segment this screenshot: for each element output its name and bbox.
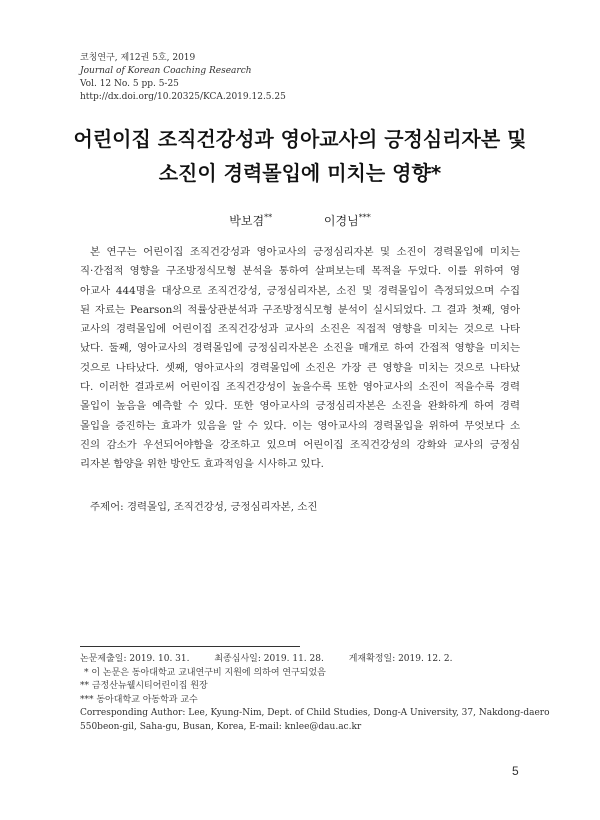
- journal-korean-citation: 코칭연구, 제12권 5호, 2019: [80, 53, 196, 63]
- author-2-name: 이경님: [323, 214, 359, 228]
- page-number: 5: [512, 764, 519, 778]
- abstract-line: 진의 감소가 우선되어야함을 강조하고 있으며 어린이집 조직건강성의 강화와 교사의 긍정심: [80, 438, 520, 451]
- abstract-line: 본 연구는 어린이집 조직건강성과 영아교사의 긍정심리자본 및 소진이 경력몰입에 미치는: [90, 246, 520, 258]
- journal-volume: Vol. 12 No. 5 pp. 5-25: [80, 79, 179, 89]
- author-1: [229, 212, 272, 229]
- submission-dates: [80, 653, 540, 667]
- abstract-line: 교사의 경력몰입에 어린이집 조직건강성과 교사의 소진은 직접적 영향을 미치는 것으로 나타: [80, 323, 520, 336]
- abstract-line: 리자본 함양을 위한 방안도 효과적임을 시사하고 있다.: [80, 458, 324, 471]
- abstract-line: 몰입이 높음을 예측할 수 있다. 또한 영아교사의 긍정심리자본은 소진을 완화하게 하여 경력: [80, 400, 520, 413]
- abstract-line: 아교사 444명을 대상으로 조직건강성, 긍정심리자본, 소진 및 경력몰입이 측정되었으며 수집: [80, 284, 520, 297]
- abstract-line: 몰입을 증진하는 효과가 있음을 알 수 있다. 이는 영아교사의 경력몰입을 위하여 무엇보다 소: [80, 419, 520, 432]
- footnote-funding: * 이 논문은 동아대학교 교내연구비 지원에 의하여 연구되었음: [84, 667, 326, 678]
- footnote-author-2: *** 동아대학교 아동학과 교수: [80, 694, 198, 705]
- abstract-line: 직·간접적 영향을 구조방정식모형 분석을 통하여 살펴보는데 목적을 두었다. 이를 위하여 영: [80, 265, 520, 278]
- journal-english-title: Journal of Korean Coaching Research: [80, 66, 252, 76]
- received-date: 논문제출일: 2019. 10. 31.: [80, 654, 190, 664]
- abstract: [80, 243, 520, 475]
- journal-info: [80, 52, 380, 104]
- keywords: [90, 498, 317, 513]
- abstract-line: 된 자료는 Pearson의 적률상관분석과 구조방정식모형 분석이 실시되었다. 그 결과 첫째, 영아: [80, 303, 520, 316]
- abstract-line: 것으로 나타났다. 셋째, 영아교사의 경력몰입에 소진은 가장 큰 영향을 미치는 것으로 나타났: [80, 361, 520, 374]
- journal-doi: http://dx.doi.org/10.20325/KCA.2019.12.5.25: [80, 92, 286, 102]
- author-1-mark: **: [264, 213, 273, 222]
- author-list: [0, 212, 600, 229]
- author-1-name: 박보겸: [229, 214, 265, 228]
- corresponding-author: Corresponding Author: Lee, Kyung-Nim, Dept. of Child Studies, Dong-A University, 37, Nakdong-daero: [80, 708, 550, 718]
- paper-title: [0, 122, 600, 190]
- corresponding-address: 550beon-gil, Saha-gu, Busan, Korea, E-mail: knlee@dau.ac.kr: [80, 721, 362, 732]
- author-2-mark: ***: [358, 213, 371, 222]
- author-2: [324, 212, 371, 229]
- footnote-author-1: ** 금정산뉴웰시티어린이집 원장: [80, 681, 208, 691]
- revised-date: 최종심사일: 2019. 11. 28.: [214, 654, 324, 664]
- footnotes: [80, 653, 550, 734]
- keywords-text: 경력몰입, 조직건강성, 긍정심리자본, 소진: [126, 501, 318, 513]
- paper-title-line-2: 소진이 경력몰입에 미치는 영향*: [158, 161, 442, 185]
- accepted-date: 게재확정일: 2019. 12. 2.: [348, 654, 453, 664]
- keywords-label: 주제어:: [90, 501, 124, 513]
- footnote-divider: [80, 646, 300, 647]
- abstract-line: 났다. 둘째, 영아교사의 경력몰입에 긍정심리자본은 소진을 매개로 하여 간접적 영향을 미치는: [80, 342, 520, 355]
- abstract-line: 다. 이러한 결과로써 어린이집 조직건강성이 높을수록 또한 영아교사의 소진이 적을수록 경력: [80, 381, 520, 394]
- paper-title-line-1: 어린이집 조직건강성과 영아교사의 긍정심리자본 및: [73, 127, 527, 151]
